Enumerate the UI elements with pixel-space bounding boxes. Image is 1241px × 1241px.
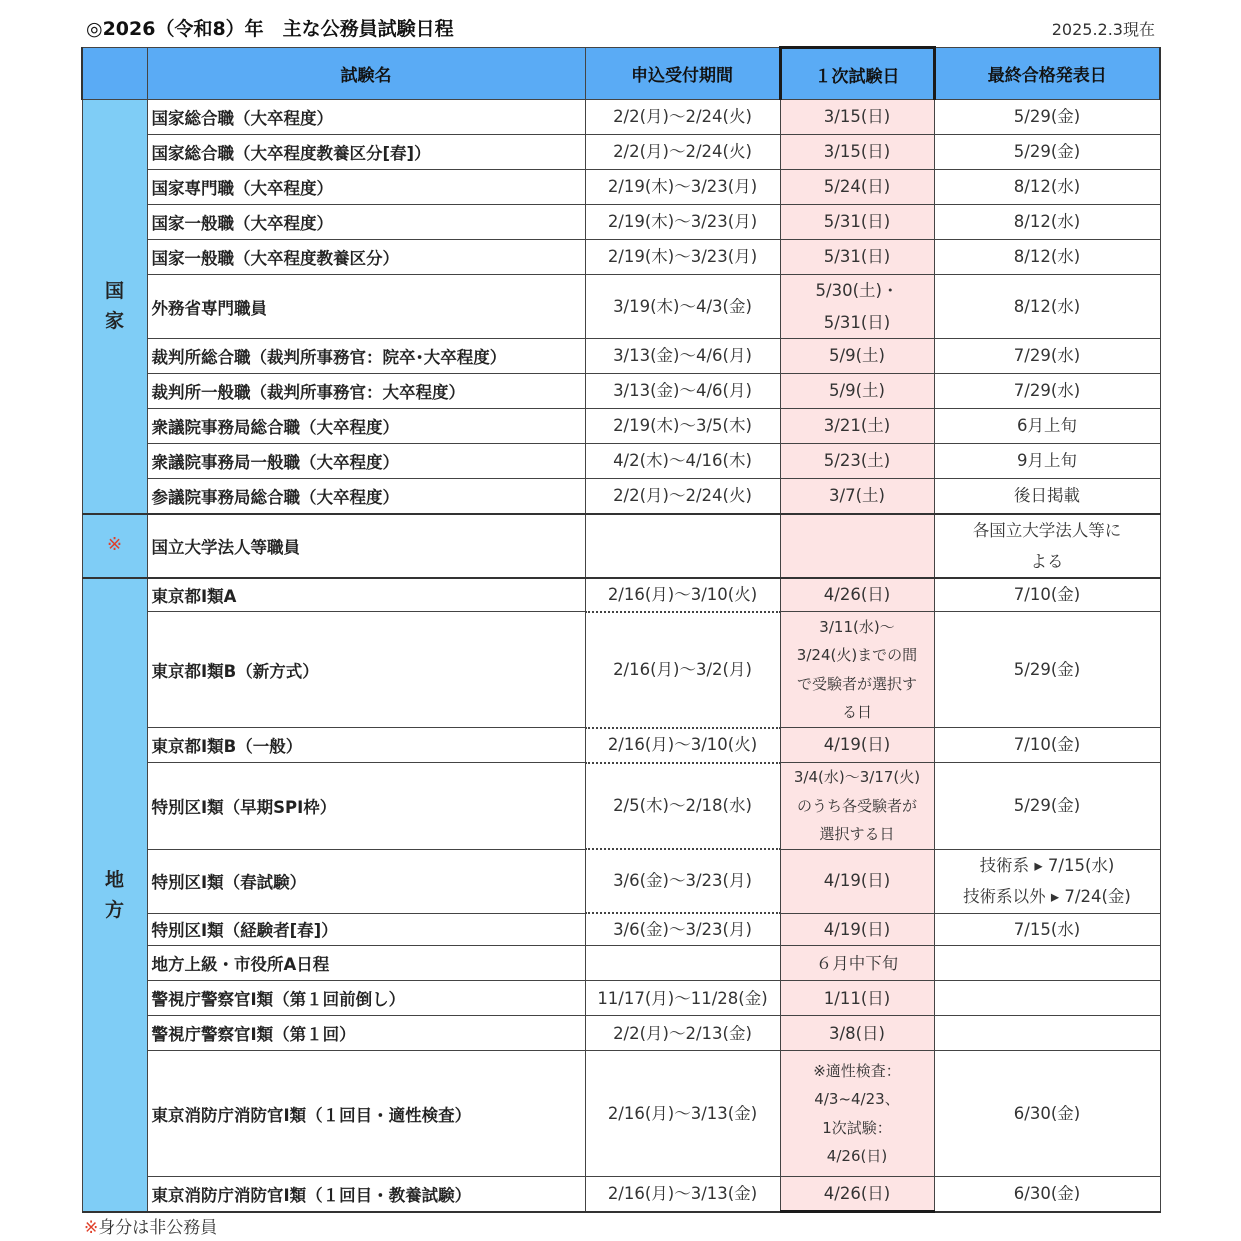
application-period: 2/16(月)～3/2(月)	[585, 612, 780, 728]
final-result-date: 8/12(水)	[934, 275, 1160, 339]
exam-name: 東京都Ⅰ類A	[147, 578, 585, 611]
final-result-date: 5/29(金)	[934, 135, 1160, 170]
application-period: 2/19(木)～3/5(木)	[585, 409, 780, 444]
application-period: 2/16(月)～3/10(火)	[585, 578, 780, 611]
first-exam-date: 5/31(日)	[780, 240, 934, 275]
page-title: ◎2026（令和8）年 主な公務員試験日程	[86, 18, 454, 40]
header-row	[82, 48, 1160, 100]
first-exam-date: ※適性検査： 4/3~4/23、 1次試験： 4/26(日)	[780, 1051, 934, 1177]
exam-name: 警視庁警察官Ⅰ類（第１回前倒し）	[147, 981, 585, 1016]
application-period: 2/2(月)～2/24(火)	[585, 100, 780, 135]
final-result-date: 7/15(水)	[934, 913, 1160, 946]
first-exam-date: 3/4(水)～3/17(火) のうち各受験者が 選択する日	[780, 763, 934, 850]
first-exam-date: 5/9(土)	[780, 374, 934, 409]
application-period: 2/19(木)～3/23(月)	[585, 205, 780, 240]
exam-name: 国家専門職（大卒程度）	[147, 170, 585, 205]
table-row	[82, 763, 1160, 850]
exam-name: 警視庁警察官Ⅰ類（第１回）	[147, 1016, 585, 1051]
table-row	[82, 1177, 1160, 1212]
table-row	[82, 374, 1160, 409]
final-result-date: 7/29(水)	[934, 339, 1160, 374]
category-national: 国 家	[82, 100, 147, 514]
exam-name: 参議院事務局総合職（大卒程度）	[147, 479, 585, 514]
header-first-exam-date: １次試験日	[780, 48, 934, 100]
final-result-date: 6月上旬	[934, 409, 1160, 444]
table-row	[82, 444, 1160, 479]
final-result-date: 7/10(金)	[934, 728, 1160, 763]
first-exam-date: 3/11(水)～ 3/24(火)までの間 で受験者が選択す る日	[780, 612, 934, 728]
final-result-date: 技術系 ▸ 7/15(水) 技術系以外 ▸ 7/24(金)	[934, 849, 1160, 913]
application-period: 2/16(月)～3/13(金)	[585, 1177, 780, 1212]
first-exam-date: 3/8(日)	[780, 1016, 934, 1051]
application-period: 3/6(金)～3/23(月)	[585, 913, 780, 946]
final-result-date	[934, 946, 1160, 981]
application-period	[585, 946, 780, 981]
header-category	[82, 48, 147, 100]
footnote-mark: ※	[84, 1218, 99, 1238]
application-period: 2/16(月)～3/13(金)	[585, 1051, 780, 1177]
exam-name: 地方上級・市役所A日程	[147, 946, 585, 981]
table-row	[82, 409, 1160, 444]
category-local: 地 方	[82, 578, 147, 1212]
application-period: 3/19(木)～4/3(金)	[585, 275, 780, 339]
final-result-date: 5/29(金)	[934, 612, 1160, 728]
first-exam-date: 4/19(日)	[780, 849, 934, 913]
table-row	[82, 135, 1160, 170]
first-exam-date: 1/11(日)	[780, 981, 934, 1016]
table-body	[82, 100, 1160, 1212]
header-application-period: 申込受付期間	[585, 48, 780, 100]
application-period: 2/5(木)～2/18(水)	[585, 763, 780, 850]
table-row	[82, 981, 1160, 1016]
table-row	[82, 275, 1160, 339]
application-period	[585, 514, 780, 579]
application-period: 2/2(月)～2/24(火)	[585, 479, 780, 514]
header-final-result-date: 最終合格発表日	[934, 48, 1160, 100]
table-row	[82, 849, 1160, 913]
exam-name: 裁判所総合職（裁判所事務官：院卒･大卒程度）	[147, 339, 585, 374]
exam-name: 東京都Ⅰ類B（一般）	[147, 728, 585, 763]
application-period: 2/2(月)～2/13(金)	[585, 1016, 780, 1051]
final-result-date: 8/12(水)	[934, 170, 1160, 205]
as-of-date: 2025.2.3現在	[1051, 20, 1155, 39]
first-exam-date: 3/15(日)	[780, 135, 934, 170]
first-exam-date: ６月中下旬	[780, 946, 934, 981]
final-result-date: 6/30(金)	[934, 1177, 1160, 1212]
exam-name: 衆議院事務局総合職（大卒程度）	[147, 409, 585, 444]
exam-name: 特別区Ⅰ類（春試験）	[147, 849, 585, 913]
first-exam-date: 3/7(土)	[780, 479, 934, 514]
first-exam-date	[780, 514, 934, 579]
exam-name: 外務省専門職員	[147, 275, 585, 339]
table-row	[82, 946, 1160, 981]
first-exam-date: 4/26(日)	[780, 1177, 934, 1212]
first-exam-date: 5/31(日)	[780, 205, 934, 240]
exam-name: 特別区Ⅰ類（経験者[春]）	[147, 913, 585, 946]
table-row	[82, 479, 1160, 514]
final-result-date: 7/10(金)	[934, 578, 1160, 611]
first-exam-date: 5/30(土)・ 5/31(日)	[780, 275, 934, 339]
exam-name: 特別区Ⅰ類（早期SPI枠）	[147, 763, 585, 850]
application-period: 3/13(金)～4/6(月)	[585, 339, 780, 374]
application-period: 2/2(月)～2/24(火)	[585, 135, 780, 170]
table-row	[82, 205, 1160, 240]
table-row	[82, 1016, 1160, 1051]
first-exam-date: 5/9(土)	[780, 339, 934, 374]
table-row	[82, 728, 1160, 763]
application-period: 2/19(木)～3/23(月)	[585, 170, 780, 205]
exam-name: 国立大学法人等職員	[147, 514, 585, 579]
first-exam-date: 5/23(土)	[780, 444, 934, 479]
exam-name: 東京都Ⅰ類B（新方式）	[147, 612, 585, 728]
exam-name: 国家一般職（大卒程度教養区分）	[147, 240, 585, 275]
exam-name: 衆議院事務局一般職（大卒程度）	[147, 444, 585, 479]
exam-schedule-table	[81, 46, 1161, 1213]
final-result-date: 9月上旬	[934, 444, 1160, 479]
final-result-date: 8/12(水)	[934, 240, 1160, 275]
header-exam-name: 試験名	[147, 48, 585, 100]
first-exam-date: 4/19(日)	[780, 913, 934, 946]
exam-name: 東京消防庁消防官Ⅰ類（１回目・適性検査）	[147, 1051, 585, 1177]
first-exam-date: 3/15(日)	[780, 100, 934, 135]
final-result-date	[934, 1016, 1160, 1051]
table-row	[82, 913, 1160, 946]
final-result-date: 7/29(水)	[934, 374, 1160, 409]
table-row	[82, 612, 1160, 728]
application-period: 4/2(木)～4/16(木)	[585, 444, 780, 479]
footnote-text: 身分は非公務員	[98, 1218, 218, 1238]
table-row	[82, 578, 1160, 611]
final-result-date: 各国立大学法人等に よる	[934, 514, 1160, 579]
application-period: 2/19(木)～3/23(月)	[585, 240, 780, 275]
final-result-date: 6/30(金)	[934, 1051, 1160, 1177]
final-result-date	[934, 981, 1160, 1016]
application-period: 3/13(金)～4/6(月)	[585, 374, 780, 409]
footnote	[84, 1213, 217, 1238]
application-period: 2/16(月)～3/10(火)	[585, 728, 780, 763]
table-row	[82, 100, 1160, 135]
first-exam-date: 4/26(日)	[780, 578, 934, 611]
category-mark: ※	[82, 514, 147, 579]
table-row	[82, 240, 1160, 275]
table-row	[82, 514, 1160, 579]
exam-name: 国家総合職（大卒程度）	[147, 100, 585, 135]
first-exam-date: 5/24(日)	[780, 170, 934, 205]
table-row	[82, 1051, 1160, 1177]
exam-name: 東京消防庁消防官Ⅰ類（１回目・教養試験）	[147, 1177, 585, 1212]
final-result-date: 後日掲載	[934, 479, 1160, 514]
final-result-date: 8/12(水)	[934, 205, 1160, 240]
application-period: 11/17(月)～11/28(金)	[585, 981, 780, 1016]
first-exam-date: 3/21(土)	[780, 409, 934, 444]
table-row	[82, 339, 1160, 374]
table-row	[82, 170, 1160, 205]
final-result-date: 5/29(金)	[934, 100, 1160, 135]
first-exam-date: 4/19(日)	[780, 728, 934, 763]
exam-name: 国家一般職（大卒程度）	[147, 205, 585, 240]
exam-name: 国家総合職（大卒程度教養区分[春]）	[147, 135, 585, 170]
application-period: 3/6(金)～3/23(月)	[585, 849, 780, 913]
final-result-date: 5/29(金)	[934, 763, 1160, 850]
exam-name: 裁判所一般職（裁判所事務官：大卒程度）	[147, 374, 585, 409]
